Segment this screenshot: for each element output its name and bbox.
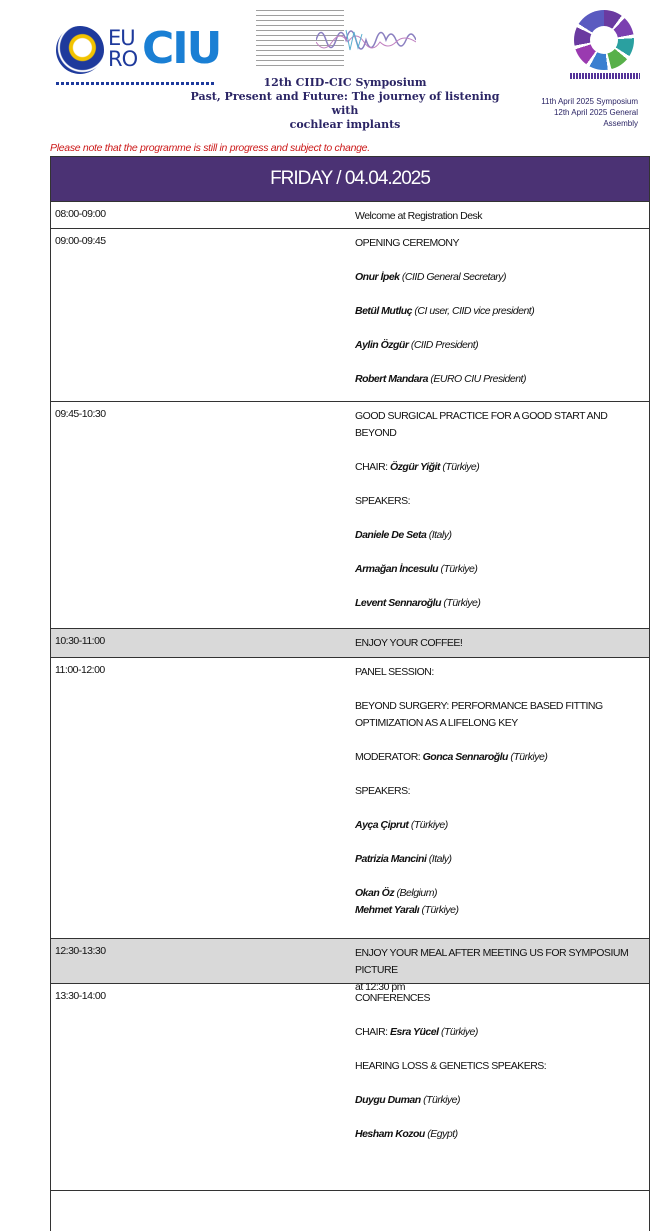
session-title: CONFERENCES [355,992,431,1004]
speaker: Levent Sennaroğlu (Türkiye) [355,597,481,609]
programme-table [50,156,650,1231]
table-row-empty [51,1191,649,1231]
session-content [355,202,649,225]
symposium-banner-graphic [256,6,416,68]
symposium-title: 12th CIID-CIC Symposium Past, Present and Future: The journey of listening with cochlear implants [190,76,500,131]
session-content [355,229,649,388]
speaker: Patrizia Mancini (Italy) [355,853,452,865]
session-time: 10:30-11:00 [55,635,105,647]
session-title-continued: at 12:30 pm [355,981,405,993]
table-row [51,229,649,402]
session-time: 12:30-13:30 [55,945,106,957]
document-header [0,0,650,135]
session-type: PANEL SESSION: [355,666,434,678]
session-title: OPENING CEREMONY [355,237,460,249]
programme-change-notice: Please note that the programme is still in progress and subject to change. [50,142,370,154]
speakers-label: HEARING LOSS & GENETICS SPEAKERS: [355,1060,547,1072]
session-title: ENJOY YOUR MEAL AFTER MEETING US FOR SYMPOSIUM PICTURE [355,947,629,976]
speaker: Aylin Özgür (CIID President) [355,339,479,351]
eurociu-emblem-icon [56,26,104,74]
session-time: 09:45-10:30 [55,408,106,420]
session-title-continued: BEYOND [355,427,397,439]
session-chair: CHAIR: Esra Yücel (Türkiye) [355,1026,478,1038]
table-row [51,939,649,993]
eurociu-logo-euro: EU RO [108,26,138,71]
ciid-logo-caption-graphic [570,73,640,79]
eurociu-logo-ciu: CIU [142,23,221,74]
session-content [355,629,649,652]
speaker: Onur İpek (CIID General Secretary) [355,271,507,283]
speaker: Ayça Çiprut (Türkiye) [355,819,448,831]
session-time: 09:00-09:45 [55,235,106,247]
event-dates: 11th April 2025 Symposium 12th April 2025 General Assembly [541,97,638,128]
speaker: Robert Mandara (EURO CIU President) [355,373,526,385]
session-chair: CHAIR: Özgür Yiğit (Türkiye) [355,461,480,473]
speaker: Okan Öz (Belgium) [355,887,437,899]
sound-wave-icon [316,20,416,60]
table-row [51,984,649,1191]
session-content [355,402,649,612]
speakers-label: SPEAKERS: [355,495,411,507]
table-row [51,629,649,658]
session-title: GOOD SURGICAL PRACTICE FOR A GOOD START AND [355,410,608,422]
session-title: Welcome at Registration Desk [355,210,483,222]
session-time: 13:30-14:00 [55,990,106,1002]
speakers-label: SPEAKERS: [355,785,411,797]
table-row [51,202,649,229]
speaker: Mehmet Yaralı (Türkiye) [355,904,459,916]
table-row [51,402,649,629]
session-title-continued: OPTIMIZATION AS A LIFELONG KEY [355,717,518,729]
speaker: Armağan İncesulu (Türkiye) [355,563,478,575]
speaker: Hesham Kozou (Egypt) [355,1128,458,1140]
session-time: 08:00-09:00 [55,208,106,220]
speaker: Daniele De Seta (Italy) [355,529,452,541]
ciid-logo-icon [574,10,634,70]
session-content [355,658,649,919]
session-time: 11:00-12:00 [55,664,105,676]
session-content [355,984,649,1143]
table-row [51,658,649,939]
session-title: ENJOY YOUR COFFEE! [355,637,463,649]
session-title: BEYOND SURGERY: PERFORMANCE BASED FITTING [355,700,603,712]
day-header: FRIDAY / 04.04.2025 [51,156,649,202]
session-moderator: MODERATOR: Gonca Sennaroğlu (Türkiye) [355,751,548,763]
speaker: Duygu Duman (Türkiye) [355,1094,461,1106]
speaker: Betül Mutluç (CI user, CIID vice president) [355,305,535,317]
